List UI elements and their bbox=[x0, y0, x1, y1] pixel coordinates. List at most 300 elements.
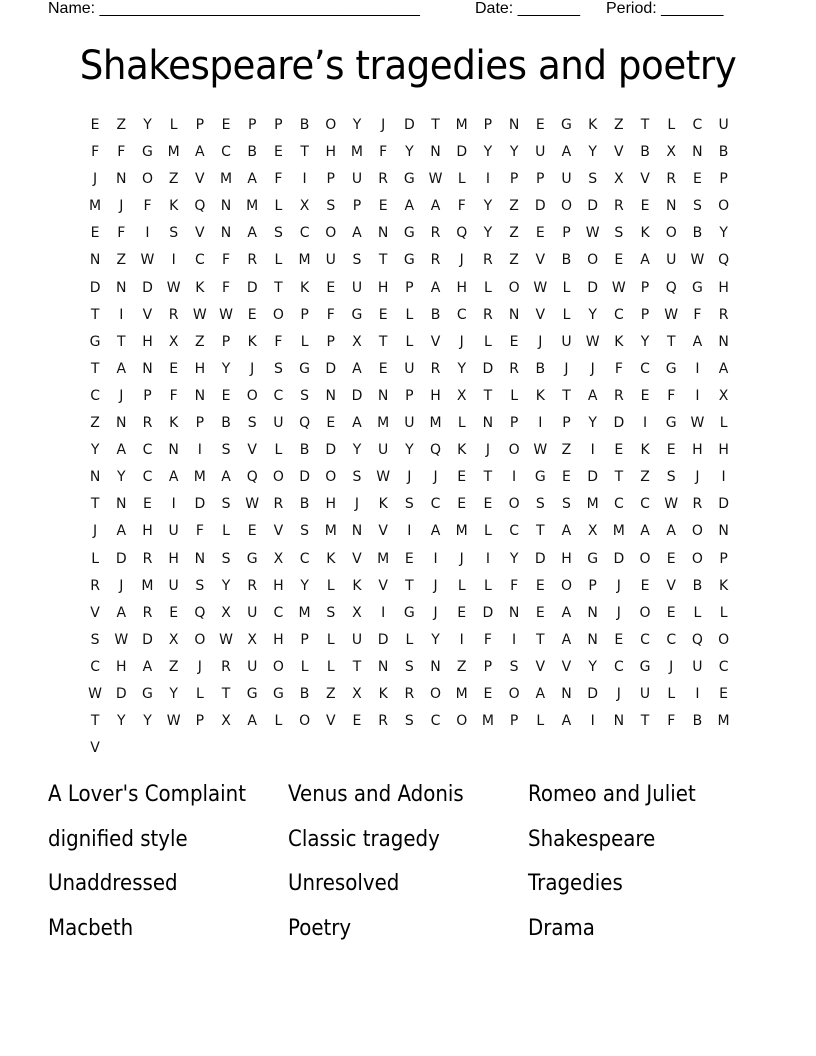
grid-cell[interactable]: N bbox=[89, 469, 101, 486]
grid-cell[interactable]: T bbox=[483, 387, 493, 404]
grid-cell[interactable]: E bbox=[457, 469, 467, 486]
grid-cell[interactable]: K bbox=[247, 333, 257, 350]
grid-cell[interactable]: O bbox=[718, 631, 730, 648]
grid-cell[interactable]: K bbox=[169, 198, 179, 215]
grid-cell[interactable]: K bbox=[195, 279, 205, 296]
grid-cell[interactable]: O bbox=[141, 171, 153, 188]
grid-cell[interactable]: A bbox=[116, 523, 127, 540]
grid-cell[interactable]: R bbox=[430, 252, 441, 269]
grid-cell[interactable]: J bbox=[433, 604, 438, 621]
grid-cell[interactable]: G bbox=[403, 225, 415, 242]
grid-cell[interactable]: R bbox=[613, 198, 624, 215]
grid-cell[interactable]: U bbox=[561, 171, 572, 188]
grid-cell[interactable]: S bbox=[326, 198, 336, 215]
grid-cell[interactable]: F bbox=[222, 252, 231, 269]
grid-cell[interactable]: J bbox=[459, 333, 464, 350]
grid-cell[interactable]: C bbox=[430, 496, 441, 513]
grid-cell[interactable]: X bbox=[456, 387, 467, 404]
grid-cell[interactable]: F bbox=[222, 279, 231, 296]
grid-cell[interactable]: E bbox=[352, 713, 362, 730]
grid-cell[interactable]: E bbox=[640, 198, 650, 215]
grid-cell[interactable]: E bbox=[666, 550, 676, 567]
grid-cell[interactable]: D bbox=[587, 685, 599, 702]
grid-cell[interactable]: F bbox=[667, 387, 676, 404]
grid-cell[interactable]: L bbox=[457, 415, 466, 432]
grid-cell[interactable]: U bbox=[561, 333, 572, 350]
grid-cell[interactable]: O bbox=[718, 198, 730, 215]
grid-cell[interactable]: N bbox=[116, 496, 127, 513]
grid-cell[interactable]: V bbox=[195, 171, 205, 188]
grid-cell[interactable]: A bbox=[692, 333, 703, 350]
grid-cell[interactable]: E bbox=[143, 496, 152, 513]
grid-cell[interactable]: L bbox=[195, 685, 204, 702]
grid-cell[interactable]: O bbox=[456, 713, 468, 730]
grid-cell[interactable]: R bbox=[378, 713, 389, 730]
grid-cell[interactable]: S bbox=[300, 523, 310, 540]
grid-cell[interactable]: U bbox=[247, 658, 258, 675]
grid-cell[interactable]: E bbox=[614, 252, 624, 269]
grid-cell[interactable]: P bbox=[562, 225, 571, 242]
grid-cell[interactable]: G bbox=[351, 306, 363, 323]
grid-cell[interactable]: C bbox=[613, 306, 624, 323]
grid-cell[interactable]: E bbox=[535, 225, 545, 242]
grid-cell[interactable]: E bbox=[483, 685, 493, 702]
grid-cell[interactable]: S bbox=[692, 198, 702, 215]
grid-cell[interactable]: L bbox=[484, 279, 492, 296]
grid-cell[interactable]: Y bbox=[300, 577, 309, 594]
grid-cell[interactable]: V bbox=[640, 171, 650, 188]
grid-cell[interactable]: Z bbox=[116, 117, 127, 133]
grid-cell[interactable]: H bbox=[325, 144, 337, 161]
grid-cell[interactable]: J bbox=[616, 577, 621, 594]
grid-cell[interactable]: Z bbox=[90, 415, 100, 432]
grid-cell[interactable]: W bbox=[533, 442, 548, 459]
grid-cell[interactable]: N bbox=[587, 631, 598, 648]
grid-cell[interactable]: U bbox=[666, 252, 677, 269]
grid-cell[interactable]: E bbox=[509, 333, 519, 350]
grid-cell[interactable]: T bbox=[405, 577, 414, 594]
grid-cell[interactable]: D bbox=[194, 496, 206, 513]
grid-cell[interactable]: L bbox=[405, 306, 414, 323]
grid-cell[interactable]: S bbox=[352, 469, 362, 486]
grid-cell[interactable]: M bbox=[612, 523, 625, 540]
grid-cell[interactable]: F bbox=[510, 577, 519, 594]
grid-cell[interactable]: E bbox=[719, 685, 729, 702]
grid-cell[interactable]: K bbox=[457, 442, 467, 459]
grid-cell[interactable]: A bbox=[142, 658, 153, 675]
grid-cell[interactable]: R bbox=[142, 550, 153, 567]
grid-cell[interactable]: H bbox=[116, 658, 127, 675]
grid-cell[interactable]: A bbox=[116, 604, 127, 621]
grid-cell[interactable]: Q bbox=[456, 225, 468, 242]
grid-cell[interactable]: P bbox=[509, 171, 519, 188]
grid-cell[interactable]: N bbox=[587, 604, 598, 621]
grid-cell[interactable]: P bbox=[509, 415, 519, 432]
grid-cell[interactable]: U bbox=[325, 252, 336, 269]
grid-cell[interactable]: T bbox=[431, 117, 440, 133]
grid-cell[interactable]: J bbox=[538, 333, 543, 350]
grid-cell[interactable]: S bbox=[404, 713, 414, 730]
grid-cell[interactable]: O bbox=[691, 550, 703, 567]
grid-cell[interactable]: T bbox=[536, 631, 545, 648]
grid-cell[interactable]: P bbox=[562, 415, 571, 432]
grid-cell[interactable]: U bbox=[639, 685, 651, 702]
grid-cell[interactable]: I bbox=[302, 171, 307, 188]
grid-cell[interactable]: M bbox=[481, 713, 494, 730]
grid-cell[interactable]: Q bbox=[718, 252, 730, 269]
grid-cell[interactable]: S bbox=[588, 171, 598, 188]
grid-cell[interactable]: G bbox=[639, 658, 651, 675]
grid-cell[interactable]: E bbox=[535, 604, 545, 621]
grid-cell[interactable]: S bbox=[273, 225, 283, 242]
grid-cell[interactable]: U bbox=[273, 415, 284, 432]
grid-cell[interactable]: L bbox=[169, 117, 178, 133]
grid-cell[interactable]: Y bbox=[221, 577, 231, 594]
grid-cell[interactable]: P bbox=[483, 658, 493, 675]
grid-cell[interactable]: C bbox=[221, 144, 231, 161]
grid-cell[interactable]: J bbox=[93, 523, 98, 540]
grid-cell[interactable]: S bbox=[326, 604, 336, 621]
grid-cell[interactable]: C bbox=[718, 658, 729, 675]
grid-cell[interactable]: E bbox=[535, 577, 545, 594]
grid-cell[interactable]: E bbox=[457, 604, 467, 621]
grid-cell[interactable]: E bbox=[483, 496, 493, 513]
grid-cell[interactable]: G bbox=[691, 279, 703, 296]
grid-cell[interactable]: X bbox=[352, 685, 362, 702]
grid-cell[interactable]: I bbox=[695, 360, 700, 377]
grid-cell[interactable]: S bbox=[352, 252, 362, 269]
grid-cell[interactable]: N bbox=[220, 225, 232, 242]
grid-cell[interactable]: A bbox=[561, 604, 572, 621]
grid-cell[interactable]: E bbox=[169, 604, 179, 621]
grid-cell[interactable]: P bbox=[300, 306, 309, 323]
grid-cell[interactable]: W bbox=[376, 469, 391, 486]
grid-cell[interactable]: W bbox=[533, 279, 548, 296]
grid-cell[interactable]: J bbox=[197, 658, 202, 675]
grid-cell[interactable]: D bbox=[325, 360, 337, 377]
grid-cell[interactable]: T bbox=[378, 333, 388, 350]
grid-cell[interactable]: A bbox=[221, 469, 231, 486]
grid-cell[interactable]: Z bbox=[509, 225, 519, 242]
grid-cell[interactable]: G bbox=[534, 469, 546, 486]
grid-cell[interactable]: I bbox=[145, 225, 150, 242]
grid-cell[interactable]: B bbox=[247, 144, 258, 161]
grid-cell[interactable]: F bbox=[379, 144, 388, 161]
grid-cell[interactable]: W bbox=[140, 252, 155, 269]
grid-cell[interactable]: G bbox=[142, 144, 153, 161]
grid-cell[interactable]: M bbox=[324, 523, 337, 540]
grid-cell[interactable]: U bbox=[404, 415, 415, 432]
grid-cell[interactable]: Z bbox=[456, 658, 467, 675]
grid-cell[interactable]: F bbox=[117, 225, 126, 242]
grid-cell[interactable]: L bbox=[91, 550, 99, 567]
grid-cell[interactable]: T bbox=[90, 496, 100, 513]
grid-cell[interactable]: L bbox=[457, 577, 466, 594]
grid-cell[interactable]: L bbox=[300, 333, 309, 350]
grid-cell[interactable]: P bbox=[143, 387, 152, 404]
grid-cell[interactable]: C bbox=[456, 306, 467, 323]
grid-cell[interactable]: W bbox=[219, 306, 233, 323]
grid-cell[interactable]: B bbox=[640, 144, 650, 161]
grid-cell[interactable]: E bbox=[247, 306, 257, 323]
grid-cell[interactable]: L bbox=[326, 631, 335, 648]
grid-cell[interactable]: R bbox=[692, 496, 703, 513]
grid-cell[interactable]: R bbox=[90, 577, 100, 594]
grid-cell[interactable]: M bbox=[717, 713, 730, 730]
grid-cell[interactable]: D bbox=[115, 550, 127, 567]
grid-cell[interactable]: F bbox=[274, 171, 283, 188]
grid-cell[interactable]: D bbox=[482, 360, 494, 377]
grid-cell[interactable]: O bbox=[246, 387, 258, 404]
grid-cell[interactable]: Z bbox=[195, 333, 205, 350]
grid-cell[interactable]: I bbox=[381, 604, 386, 621]
grid-cell[interactable]: Z bbox=[168, 171, 179, 188]
grid-cell[interactable]: J bbox=[433, 469, 438, 486]
grid-cell[interactable]: B bbox=[692, 713, 703, 730]
grid-cell[interactable]: T bbox=[378, 252, 388, 269]
grid-cell[interactable]: O bbox=[639, 604, 651, 621]
grid-cell[interactable]: J bbox=[669, 658, 674, 675]
grid-cell[interactable]: N bbox=[116, 171, 127, 188]
grid-cell[interactable]: J bbox=[459, 550, 464, 567]
grid-cell[interactable]: D bbox=[115, 685, 127, 702]
grid-cell[interactable]: V bbox=[430, 333, 441, 350]
grid-cell[interactable]: X bbox=[587, 523, 598, 540]
grid-cell[interactable]: Q bbox=[665, 279, 677, 296]
grid-cell[interactable]: T bbox=[90, 360, 100, 377]
grid-cell[interactable]: U bbox=[247, 604, 258, 621]
grid-cell[interactable]: A bbox=[116, 360, 127, 377]
grid-cell[interactable]: T bbox=[117, 333, 126, 350]
grid-cell[interactable]: Y bbox=[405, 144, 414, 161]
grid-cell[interactable]: S bbox=[169, 225, 179, 242]
grid-cell[interactable]: Y bbox=[588, 415, 597, 432]
grid-cell[interactable]: C bbox=[640, 360, 650, 377]
grid-cell[interactable]: O bbox=[508, 279, 520, 296]
grid-cell[interactable]: T bbox=[352, 658, 362, 675]
grid-cell[interactable]: E bbox=[378, 360, 388, 377]
grid-cell[interactable]: Z bbox=[168, 658, 179, 675]
grid-cell[interactable]: S bbox=[404, 496, 414, 513]
grid-cell[interactable]: F bbox=[693, 306, 702, 323]
grid-cell[interactable]: O bbox=[272, 658, 284, 675]
grid-cell[interactable]: C bbox=[509, 523, 519, 540]
grid-cell[interactable]: D bbox=[142, 279, 153, 296]
grid-cell[interactable]: L bbox=[667, 117, 676, 133]
grid-cell[interactable]: X bbox=[221, 713, 231, 730]
grid-cell[interactable]: W bbox=[114, 631, 129, 648]
grid-cell[interactable]: E bbox=[326, 279, 336, 296]
grid-cell[interactable]: N bbox=[377, 387, 389, 404]
grid-cell[interactable]: A bbox=[430, 279, 441, 296]
grid-cell[interactable]: B bbox=[692, 225, 703, 242]
grid-cell[interactable]: A bbox=[561, 144, 572, 161]
grid-cell[interactable]: O bbox=[325, 469, 337, 486]
grid-cell[interactable]: E bbox=[614, 442, 624, 459]
grid-cell[interactable]: T bbox=[640, 117, 650, 133]
grid-cell[interactable]: I bbox=[695, 685, 700, 702]
grid-cell[interactable]: D bbox=[351, 387, 363, 404]
grid-cell[interactable]: X bbox=[352, 333, 362, 350]
grid-cell[interactable]: N bbox=[508, 604, 520, 621]
grid-cell[interactable]: N bbox=[718, 333, 729, 350]
grid-cell[interactable]: G bbox=[246, 685, 258, 702]
grid-cell[interactable]: J bbox=[119, 198, 124, 215]
grid-cell[interactable]: L bbox=[326, 577, 335, 594]
grid-cell[interactable]: A bbox=[666, 523, 676, 540]
grid-cell[interactable]: N bbox=[194, 550, 206, 567]
grid-cell[interactable]: Q bbox=[194, 198, 206, 215]
grid-cell[interactable]: L bbox=[405, 333, 414, 350]
grid-cell[interactable]: I bbox=[433, 550, 438, 567]
grid-cell[interactable]: A bbox=[561, 523, 572, 540]
grid-cell[interactable]: R bbox=[142, 415, 153, 432]
grid-cell[interactable]: B bbox=[299, 685, 310, 702]
grid-cell[interactable]: J bbox=[119, 577, 124, 594]
grid-cell[interactable]: K bbox=[300, 279, 310, 296]
grid-cell[interactable]: B bbox=[299, 496, 310, 513]
grid-cell[interactable]: N bbox=[377, 658, 389, 675]
grid-cell[interactable]: E bbox=[273, 144, 283, 161]
grid-cell[interactable]: D bbox=[456, 144, 468, 161]
grid-cell[interactable]: J bbox=[590, 360, 595, 377]
grid-cell[interactable]: J bbox=[433, 577, 438, 594]
grid-cell[interactable]: I bbox=[485, 171, 490, 188]
grid-cell[interactable]: R bbox=[247, 577, 258, 594]
grid-cell[interactable]: E bbox=[666, 442, 676, 459]
grid-cell[interactable]: H bbox=[142, 523, 153, 540]
grid-cell[interactable]: Y bbox=[483, 198, 493, 215]
grid-cell[interactable]: Z bbox=[509, 252, 519, 269]
grid-cell[interactable]: H bbox=[718, 279, 729, 296]
grid-cell[interactable]: D bbox=[613, 550, 625, 567]
grid-cell[interactable]: J bbox=[93, 171, 98, 188]
grid-cell[interactable]: A bbox=[352, 225, 362, 242]
grid-cell[interactable]: K bbox=[352, 577, 362, 594]
grid-cell[interactable]: C bbox=[90, 658, 100, 675]
grid-cell[interactable]: N bbox=[482, 415, 494, 432]
grid-cell[interactable]: M bbox=[298, 604, 311, 621]
grid-cell[interactable]: K bbox=[640, 225, 650, 242]
grid-cell[interactable]: I bbox=[407, 523, 412, 540]
grid-cell[interactable]: P bbox=[221, 333, 231, 350]
grid-cell[interactable]: G bbox=[403, 604, 415, 621]
grid-cell[interactable]: N bbox=[692, 144, 703, 161]
grid-cell[interactable]: F bbox=[483, 631, 492, 648]
grid-cell[interactable]: K bbox=[535, 387, 545, 404]
grid-cell[interactable]: G bbox=[665, 360, 677, 377]
grid-cell[interactable]: A bbox=[247, 713, 257, 730]
grid-cell[interactable]: U bbox=[168, 577, 179, 594]
grid-cell[interactable]: E bbox=[378, 198, 388, 215]
grid-cell[interactable]: A bbox=[352, 360, 362, 377]
grid-cell[interactable]: M bbox=[193, 469, 206, 486]
grid-cell[interactable]: K bbox=[719, 577, 729, 594]
grid-cell[interactable]: L bbox=[274, 713, 283, 730]
grid-cell[interactable]: R bbox=[404, 685, 415, 702]
grid-cell[interactable]: E bbox=[666, 604, 676, 621]
grid-cell[interactable]: O bbox=[299, 713, 311, 730]
grid-cell[interactable]: G bbox=[587, 550, 599, 567]
grid-cell[interactable]: I bbox=[590, 713, 595, 730]
grid-cell[interactable]: M bbox=[455, 523, 468, 540]
grid-cell[interactable]: L bbox=[484, 577, 492, 594]
grid-cell[interactable]: T bbox=[90, 713, 100, 730]
grid-cell[interactable]: R bbox=[483, 252, 493, 269]
grid-cell[interactable]: X bbox=[168, 631, 179, 648]
grid-cell[interactable]: V bbox=[378, 577, 388, 594]
grid-cell[interactable]: K bbox=[378, 496, 388, 513]
grid-cell[interactable]: A bbox=[247, 171, 257, 188]
grid-cell[interactable]: V bbox=[561, 658, 572, 675]
grid-cell[interactable]: G bbox=[89, 333, 101, 350]
grid-cell[interactable]: B bbox=[718, 144, 729, 161]
grid-cell[interactable]: R bbox=[273, 496, 284, 513]
grid-cell[interactable]: T bbox=[536, 523, 545, 540]
grid-cell[interactable]: H bbox=[692, 442, 703, 459]
grid-cell[interactable]: E bbox=[90, 225, 100, 242]
word-search-grid[interactable] bbox=[82, 112, 737, 762]
grid-cell[interactable]: A bbox=[640, 252, 650, 269]
grid-cell[interactable]: Y bbox=[117, 469, 126, 486]
grid-cell[interactable]: M bbox=[246, 198, 259, 215]
grid-cell[interactable]: B bbox=[299, 442, 310, 459]
grid-cell[interactable]: V bbox=[352, 550, 362, 567]
grid-cell[interactable]: O bbox=[272, 469, 284, 486]
grid-cell[interactable]: W bbox=[166, 713, 181, 730]
grid-cell[interactable]: M bbox=[298, 252, 311, 269]
grid-cell[interactable]: A bbox=[430, 523, 441, 540]
grid-cell[interactable]: E bbox=[169, 360, 179, 377]
grid-cell[interactable]: D bbox=[403, 117, 415, 133]
grid-cell[interactable]: I bbox=[485, 550, 490, 567]
grid-cell[interactable]: O bbox=[560, 198, 572, 215]
grid-cell[interactable]: A bbox=[116, 442, 127, 459]
grid-cell[interactable]: X bbox=[168, 333, 179, 350]
grid-cell[interactable]: T bbox=[90, 306, 100, 323]
grid-cell[interactable]: Y bbox=[588, 144, 597, 161]
grid-cell[interactable]: W bbox=[690, 415, 705, 432]
grid-cell[interactable]: N bbox=[508, 117, 520, 133]
grid-cell[interactable]: S bbox=[221, 496, 231, 513]
grid-cell[interactable]: U bbox=[378, 442, 389, 459]
grid-cell[interactable]: O bbox=[691, 523, 703, 540]
grid-cell[interactable]: A bbox=[430, 198, 441, 215]
grid-cell[interactable]: A bbox=[195, 144, 205, 161]
grid-cell[interactable]: N bbox=[561, 685, 572, 702]
grid-cell[interactable]: P bbox=[195, 117, 205, 133]
grid-cell[interactable]: Z bbox=[614, 117, 624, 133]
grid-cell[interactable]: W bbox=[245, 496, 260, 513]
grid-cell[interactable]: E bbox=[221, 387, 231, 404]
grid-cell[interactable]: Y bbox=[117, 713, 126, 730]
grid-cell[interactable]: M bbox=[89, 198, 102, 215]
grid-cell[interactable]: E bbox=[535, 117, 545, 133]
grid-cell[interactable]: P bbox=[536, 171, 545, 188]
grid-cell[interactable]: E bbox=[640, 387, 650, 404]
grid-cell[interactable]: V bbox=[273, 523, 284, 540]
grid-cell[interactable]: Y bbox=[143, 117, 152, 133]
grid-cell[interactable]: I bbox=[721, 469, 726, 486]
grid-cell[interactable]: G bbox=[561, 117, 572, 133]
grid-cell[interactable]: L bbox=[667, 685, 676, 702]
grid-cell[interactable]: D bbox=[246, 279, 258, 296]
grid-cell[interactable]: I bbox=[459, 631, 464, 648]
grid-cell[interactable]: V bbox=[666, 577, 676, 594]
grid-cell[interactable]: D bbox=[325, 442, 337, 459]
grid-cell[interactable]: P bbox=[719, 171, 728, 188]
grid-cell[interactable]: T bbox=[666, 333, 676, 350]
